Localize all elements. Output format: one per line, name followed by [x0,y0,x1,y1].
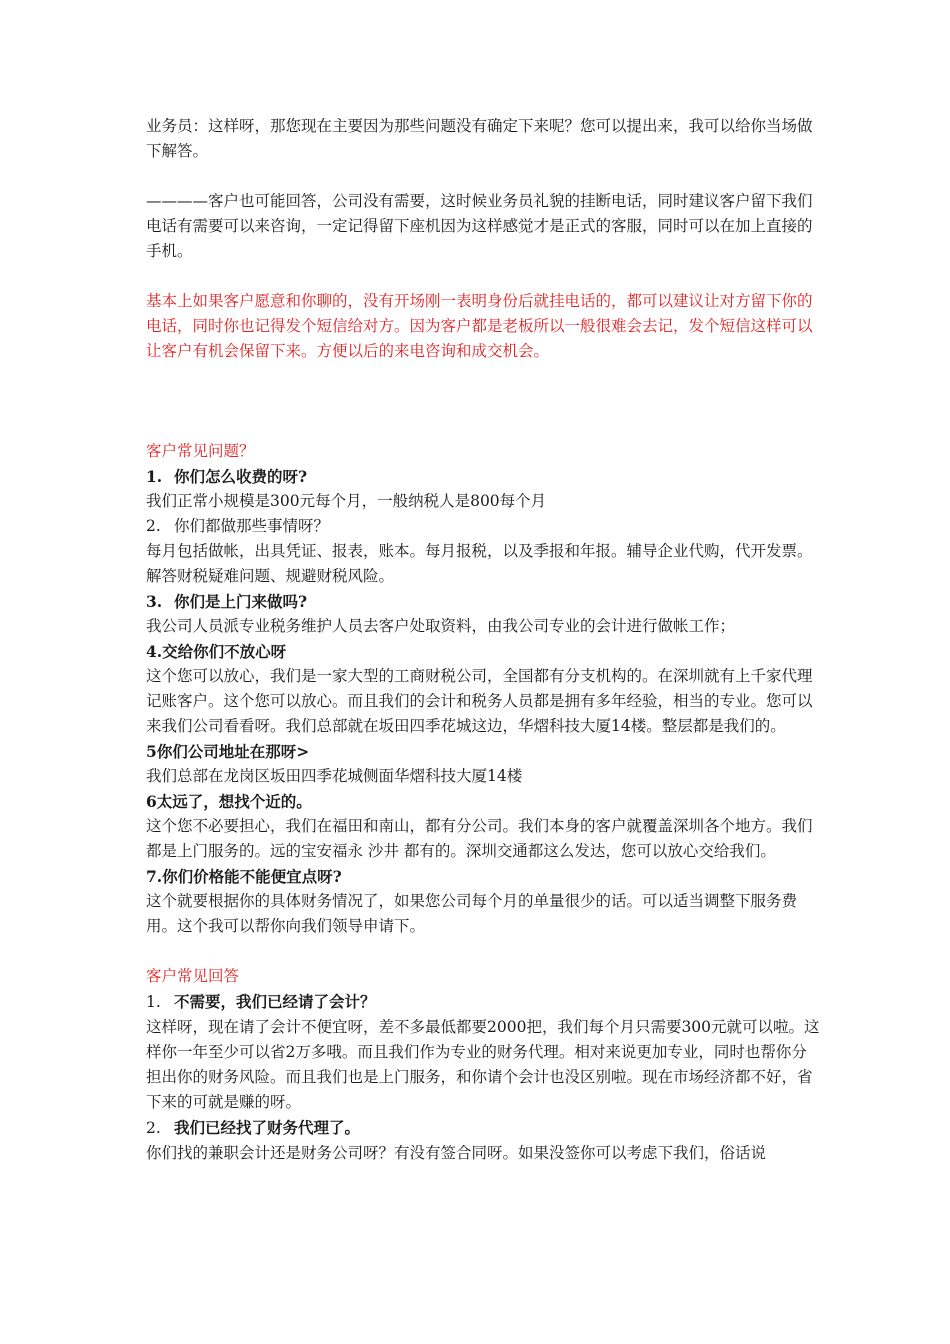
faq-question-2-number: 2. [146,517,161,535]
faq-question-2 [146,514,822,539]
answers-body-1: 这样呀，现在请了会计不便宜呀，差不多最低都要2000把，我们每个月只需要300元就可以啦。这样你一年至少可以省2万多哦。而且我们作为专业的财务代理。相对来说更加专业，同时也帮你分担出你的财务风险。而且我们也是上门服务，和你请个会计也没区别啦。现在市场经济都不好，省下来的可就是赚的呀。 [146,1018,820,1111]
faq-question-1 [146,464,822,489]
faq-question-2-text: 你们都做那些事情呀？ [174,517,330,535]
faq-question-7: 7.你们价格能不能便宜点呀? [146,867,342,886]
answers-question-2-text: 我们已经找了财务代理了。 [174,1118,361,1137]
faq-answer-5: 我们总部在龙岗区坂田四季花城侧面华熠科技大厦14楼 [146,767,523,785]
faq-question-5: 5你们公司地址在那呀> [146,742,310,761]
answers-heading: 客户常见回答 [146,967,240,985]
intro-paragraph-red: 基本上如果客户愿意和你聊的，没有开场刚一表明身份后就挂电话的，都可以建议让对方留下你的电话，同时你也记得发个短信给对方。因为客户都是老板所以一般很难会去记，发个短信这样可以让客户有机会保留下来。方便以后的来电咨询和成交机会。 [146,292,813,360]
faq-heading: 客户常见问题？ [146,442,255,460]
answers-question-1 [146,989,822,1015]
answers-body-2: 你们找的兼职会计还是财务公司呀？有没有签合同呀。如果没签你可以考虑下我们，俗话说 [146,1144,767,1162]
faq-question-3 [146,589,822,614]
faq-question-4: 4.交给你们不放心呀 [146,642,287,661]
answers-question-1-number: 1. [146,993,161,1011]
faq-answer-7: 这个就要根据你的具体财务情况了，如果您公司每个月的单量很少的话。可以适当调整下服务费用。这个我可以帮你向我们领导申请下。 [146,892,798,935]
faq-question-1-number: 1. [146,467,163,486]
answers-question-2-number: 2. [146,1119,161,1137]
faq-answer-2: 每月包括做帐，出具凭证、报表，账本。每月报税，以及季报和年报。辅导企业代购，代开发票。解答财税疑难问题、规避财税风险。 [146,542,813,585]
faq-question-6: 6太远了，想找个近的。 [146,792,312,811]
answers-question-1-text: 不需要，我们已经请了会计？ [174,992,376,1011]
faq-answer-1: 我们正常小规模是300元每个月，一般纳税人是800每个月 [146,492,547,510]
faq-answer-4: 这个您可以放心，我们是一家大型的工商财税公司，全国都有分支机构的。在深圳就有上千家代理记账客户。这个您可以放心。而且我们的会计和税务人员都是拥有多年经验，相当的专业。您可以来我们公司看看呀。我们总部就在坂田四季花城这边，华熠科技大厦14楼。整层都是我们的。 [146,667,813,735]
faq-answer-3: 我公司人员派专业税务维护人员去客户处取资料，由我公司专业的会计进行做帐工作； [146,617,736,635]
document-page [146,114,822,1166]
intro-paragraph-2: ————客户也可能回答，公司没有需要，这时候业务员礼貌的挂断电话，同时建议客户留下我们电话有需要可以来咨询，一定记得留下座机因为这样感觉才是正式的客服，同时可以在加上直接的手机。 [146,192,813,260]
faq-question-1-text: 你们怎么收费的呀? [174,467,308,486]
faq-answer-6: 这个您不必要担心，我们在福田和南山，都有分公司。我们本身的客户就覆盖深圳各个地方。我们都是上门服务的。远的宝安福永 沙井 都有的。深圳交通都这么发达，您可以放心交给我们。 [146,817,813,860]
answers-question-2 [146,1115,822,1141]
faq-question-3-number: 3. [146,592,163,611]
faq-question-3-text: 你们是上门来做吗? [174,592,308,611]
intro-paragraph-1: 业务员：这样呀，那您现在主要因为那些问题没有确定下来呢？您可以提出来，我可以给你当场做下解答。 [146,117,813,160]
